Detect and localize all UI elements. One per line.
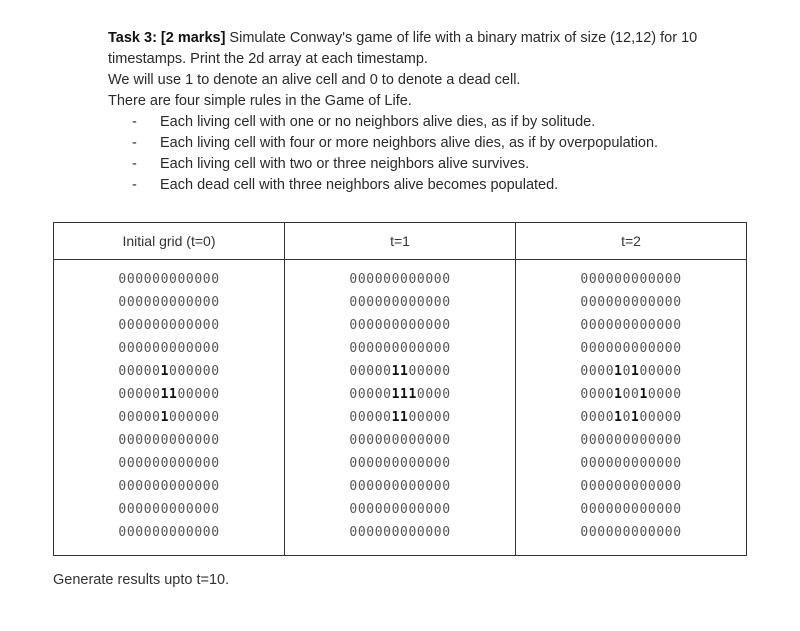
task-line-alive-dead: We will use 1 to denote an alive cell and 0 to denote a dead cell. [108,72,521,88]
rule-text: Each living cell with one or no neighbors alive dies, as if by solitude. [160,114,596,130]
grid-row: 000000000000 [118,341,220,356]
grid-row: 000000000000 [349,272,451,287]
grid-row: 000000000000 [349,341,451,356]
rule-text: Each living cell with two or three neighbors alive survives. [160,156,530,172]
header-t1: t=1 [285,223,516,260]
header-t2: t=2 [516,223,747,260]
grid-row: 000001100000 [118,387,220,402]
bullet-dash: - [132,135,137,151]
grid-t2 [516,260,747,556]
grid-row: 000001000000 [118,364,220,379]
rule-item [108,154,768,175]
grid-row: 000000000000 [349,295,451,310]
rules-list [108,112,768,196]
grid-t0 [54,260,285,556]
grid-row: 000010010000 [580,387,682,402]
task-intro [108,28,768,70]
grid-row: 000001100000 [349,364,451,379]
grid-table-header-row [54,223,747,260]
grid-row: 000000000000 [118,456,220,471]
rule-text: Each dead cell with three neighbors alive becomes populated. [160,177,559,193]
task-line-rules-intro: There are four simple rules in the Game of Life. [108,93,412,109]
task-heading: Task 3: [2 marks] [108,30,226,46]
grid-row: 000000000000 [349,502,451,517]
grid-row: 000000000000 [118,433,220,448]
bullet-dash: - [132,114,137,130]
grid-t1 [285,260,516,556]
grid-row: 000000000000 [118,272,220,287]
grid-row: 000000000000 [580,318,682,333]
grid-row: 000000000000 [580,456,682,471]
grid-row: 000010100000 [580,410,682,425]
grid-row: 000000000000 [580,341,682,356]
grid-row: 000000000000 [118,525,220,540]
grid-row: 000000000000 [580,525,682,540]
task-intro-text: Simulate Conway's game of life with a binary matrix of size (12,12) for 10 timestamps. Print the 2d array at each timestamp. [108,30,698,67]
grid-row: 000000000000 [349,525,451,540]
rule-item [108,175,768,196]
task-description [108,28,768,196]
grid-row: 000000000000 [349,318,451,333]
grid-table-body-row [54,260,747,556]
footer-instruction: Generate results upto t=10. [53,572,230,588]
grid-row: 000000000000 [118,479,220,494]
grid-row: 000000000000 [580,295,682,310]
rule-item [108,112,768,133]
grid-row: 000000000000 [349,433,451,448]
grid-row: 000000000000 [118,318,220,333]
grid-row: 000000000000 [580,502,682,517]
grid-row: 000000000000 [349,479,451,494]
bullet-dash: - [132,156,137,172]
grid-row: 000000000000 [580,272,682,287]
rule-item [108,133,768,154]
grid-row: 000000000000 [118,295,220,310]
rule-text: Each living cell with four or more neighbors alive dies, as if by overpopulation. [160,135,659,151]
header-initial-grid: Initial grid (t=0) [54,223,285,260]
grid-row: 000001100000 [349,410,451,425]
grid-row: 000000000000 [118,502,220,517]
grid-row: 000001000000 [118,410,220,425]
grid-row: 000000000000 [580,433,682,448]
grid-row: 000001110000 [349,387,451,402]
grid-row: 000000000000 [349,456,451,471]
grid-table [53,222,747,556]
grid-row: 000000000000 [580,479,682,494]
bullet-dash: - [132,177,137,193]
grid-row: 000010100000 [580,364,682,379]
